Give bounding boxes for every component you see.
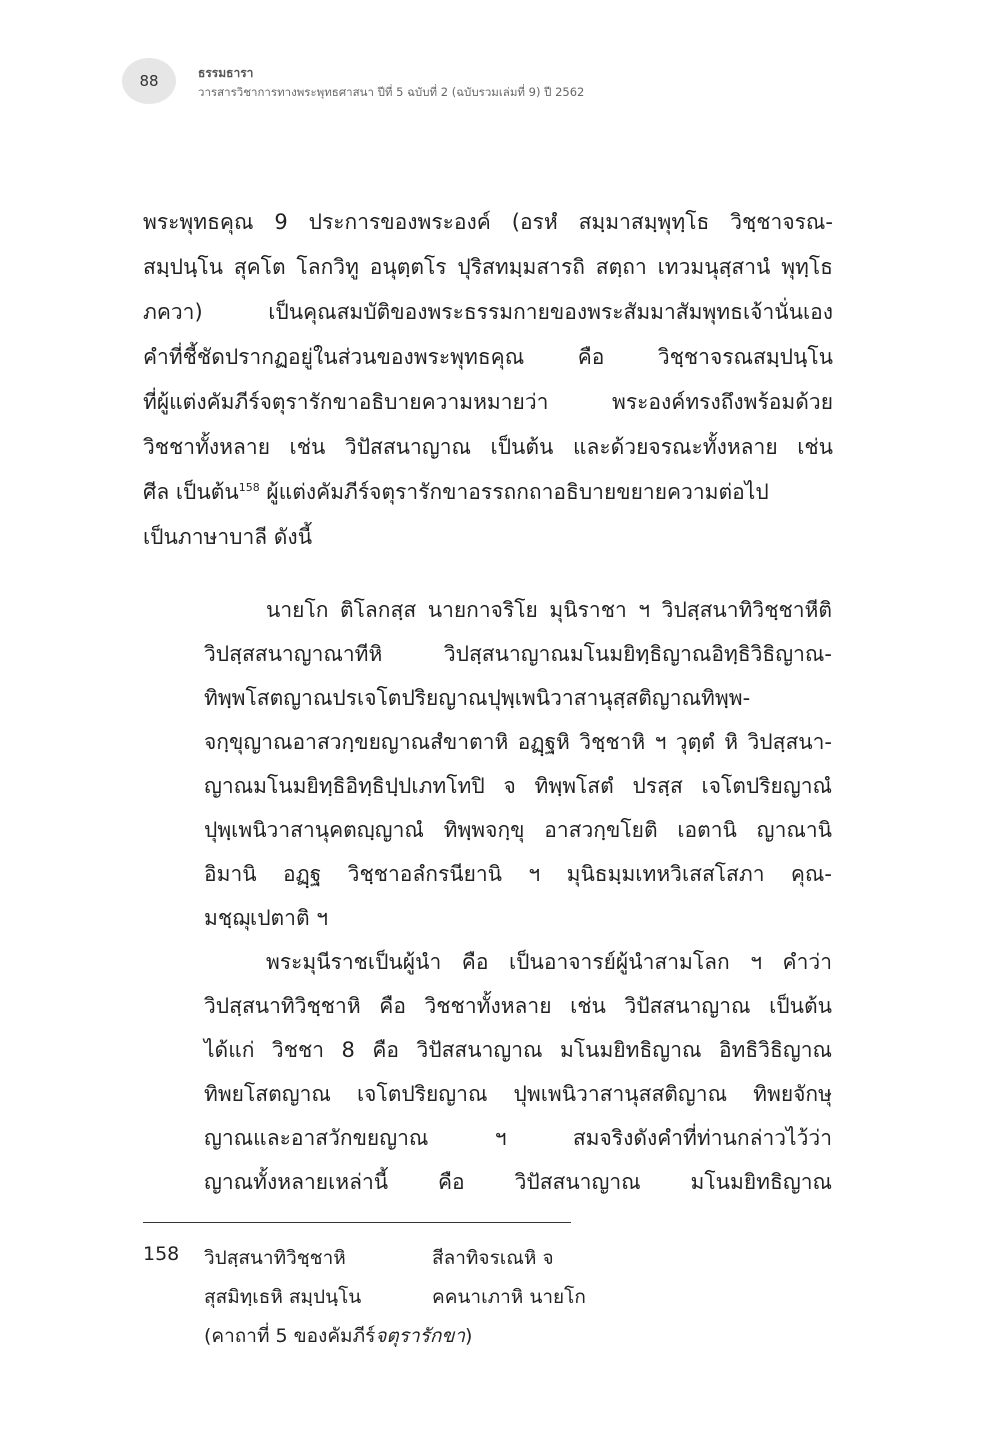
footnote-number: 158 [143, 1243, 180, 1265]
quote-line: นายโก ติโลกสฺส นายกาจริโย มุนิราชา ฯ วิปสฺสนาทิวิชฺชาหีติ [266, 598, 832, 622]
paragraph-line: เป็นภาษาบาลี ดังนี้ [143, 525, 313, 549]
paragraph-line [143, 476, 833, 509]
footnote-verse: สุสมิทฺเธหิ สมฺปนฺโน [204, 1286, 362, 1308]
quote-line: จกฺขุญาณอาสวกฺขยญาณสํขาตาหิ อฏฺฐหิ วิชฺชาหิ ฯ วุตฺตํ หิ วิปสฺสนา- [204, 730, 832, 754]
paragraph-line: วิชชาทั้งหลาย เช่น วิปัสสนาญาณ เป็นต้น และด้วยจรณะทั้งหลาย เช่น [143, 435, 833, 459]
paragraph-line: ที่ผู้แต่งคัมภีร์จตุรารักขาอธิบายความหมายว่า พระองค์ทรงถึงพร้อมด้วย [143, 390, 833, 414]
quote-line: ทิพยโสตญาณ เจโตปริยญาณ ปุพเพนิวาสานุสสติญาณ ทิพยจักษุ [204, 1082, 832, 1106]
quote-line: ญาณมโนมยิทฺธิอิทฺธิปฺปเภทโทปิ จ ทิพฺพโสตํ ปรสฺส เจโตปริยญาณํ [204, 774, 832, 798]
quote-line: ได้แก่ วิชชา 8 คือ วิปัสสนาญาณ มโนมยิทธิญาณ อิทธิวิธิญาณ [204, 1038, 832, 1062]
quote-line: ญาณทั้งหลายเหล่านี้ คือ วิปัสสนาญาณ มโนมยิทธิญาณ [204, 1170, 832, 1194]
paragraph-line: สมฺปนฺโน สุคโต โลกวิทู อนุตฺตโร ปุริสทมฺมสารถิ สตฺถา เทวมนุสฺสานํ พุทฺโธ [143, 255, 833, 279]
page-number: 88 [139, 72, 159, 90]
text-segment: ผู้แต่งคัมภีร์จตุรารักขาอรรถกถาอธิบายขยายความต่อไป [259, 480, 769, 504]
page-number-badge [122, 58, 176, 104]
quote-line: อิมานิ อฏฺฐ วิชฺชาอลํกรนียานิ ฯ มุนิธมฺมเทหวิเสสโสภา คุณ- [204, 862, 832, 886]
footnote-verse: สีลาทิจรเณหิ จ [432, 1247, 554, 1269]
paragraph-line: คำที่ชี้ชัดปรากฏอยู่ในส่วนของพระพุทธคุณ คือ วิชฺชาจรณสมฺปนฺโน [143, 345, 833, 369]
text-segment: ศีล เป็นต้น [143, 480, 239, 504]
quote-line: ทิพฺพโสตญาณปรเจโตปริยญาณปุพฺเพนิวาสานุสฺสติญาณทิพฺพ- [204, 686, 751, 710]
quote-line: พระมุนีราชเป็นผู้นำ คือ เป็นอาจารย์ผู้นำสามโลก ฯ คำว่า [266, 950, 832, 974]
footnote-verse: วิปสฺสนาทิวิชฺชาหิ [204, 1247, 346, 1269]
journal-subtitle: วารสารวิชาการทางพระพุทธศาสนา ปีที่ 5 ฉบับที่ 2 (ฉบับรวมเล่มที่ 9) ปี 2562 [198, 85, 585, 99]
quote-line: ญาณและอาสวักขยญาณ ฯ สมจริงดังคำที่ท่านกล่าวไว้ว่า [204, 1126, 832, 1150]
quote-line: มชฺฌุเปตาติ ฯ [204, 906, 329, 930]
source-prefix: (คาถาที่ 5 ของคัมภีร์ [204, 1325, 376, 1347]
source-title: จตุรารักขา [375, 1325, 466, 1347]
journal-title: ธรรมธารา [198, 66, 254, 80]
source-suffix: ) [465, 1325, 473, 1347]
footnote-verse: คคนาเภาหิ นายโก [432, 1286, 586, 1308]
quote-line: ปุพฺเพนิวาสานุคตญฺญาณํ ทิพฺพจกฺขุ อาสวกฺขโยติ เอตานิ ญาณานิ [204, 818, 832, 842]
footnote-reference[interactable]: 158 [238, 481, 260, 494]
paragraph-line: ภควา) เป็นคุณสมบัติของพระธรรมกายของพระสัมมาสัมพุทธเจ้านั่นเอง [143, 300, 833, 324]
footnote-source [204, 1321, 472, 1351]
quote-line: วิปสฺสสนาญาณาทีหิ วิปสฺสนาญาณมโนมยิทฺธิญาณอิทฺธิวิธิญาณ- [204, 642, 832, 666]
footnote-divider [143, 1222, 571, 1223]
quote-line: วิปสฺสนาทิวิชฺชาหิ คือ วิชชาทั้งหลาย เช่น วิปัสสนาญาณ เป็นต้น [204, 994, 832, 1018]
paragraph-line: พระพุทธคุณ 9 ประการของพระองค์ (อรหํ สมฺมาสมฺพุทฺโธ วิชฺชาจรณ- [143, 210, 833, 234]
